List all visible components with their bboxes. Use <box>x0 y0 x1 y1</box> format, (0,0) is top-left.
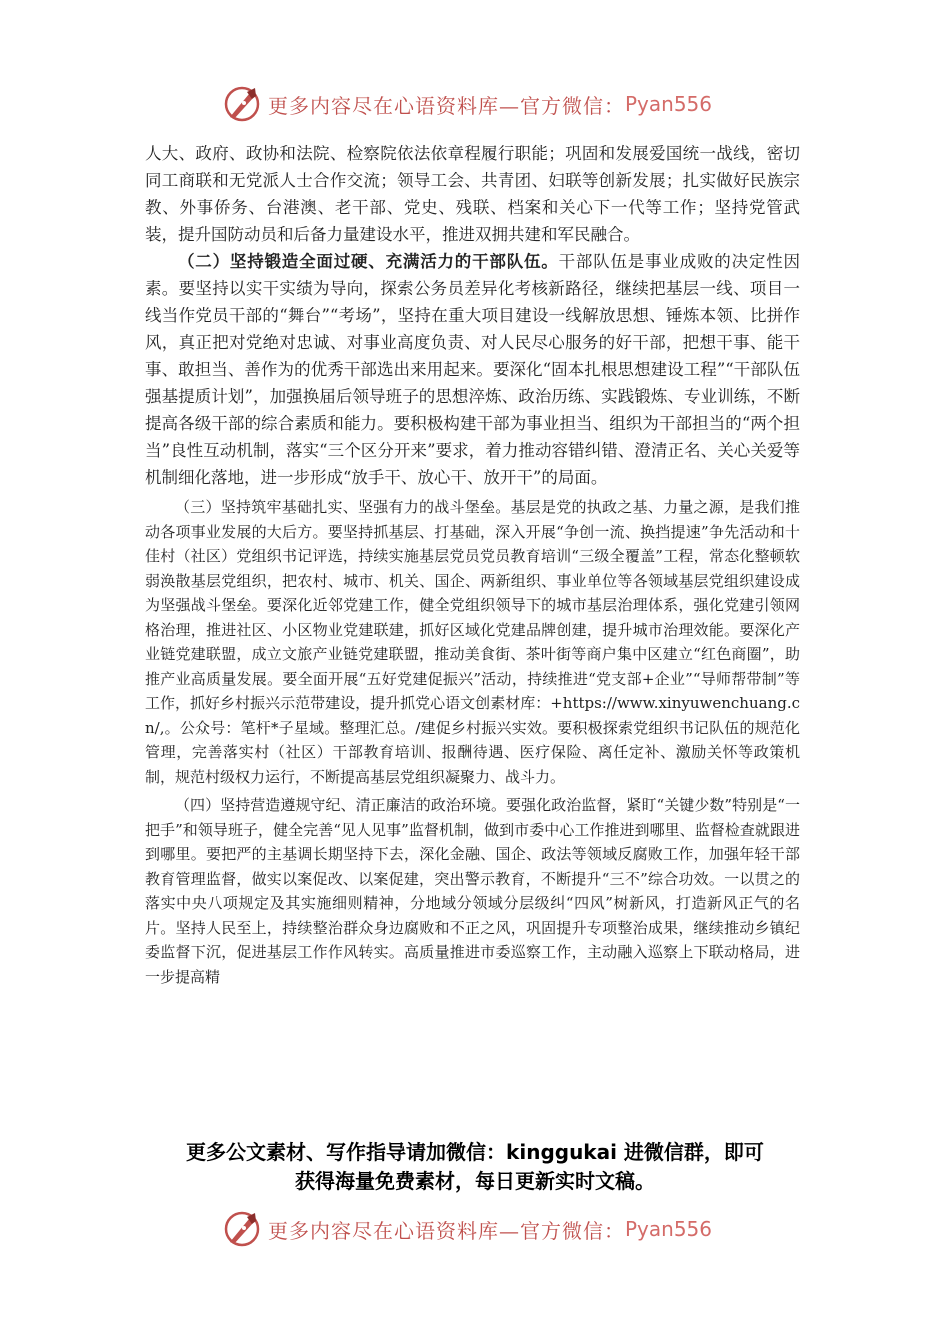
banner-wechat-id: Pyan556 <box>625 92 713 116</box>
footer-note <box>120 1138 830 1196</box>
paragraph-political-environment: （四）坚持营造遵规守纪、清正廉洁的政治环境。要强化政治监督，紧盯“关键少数”特别是“一把手”和领导班子，健全完善“见人见事”监督机制，做到市委中心工作推进到哪里、监督检查就跟进到哪里。要把严的主基调长期坚持下去，深化金融、国企、政法等领域反腐败工作，加强年轻干部教育管理监督，做实以案促改、以案促建，突出警示教育，不断提升“三不”综合功效。一以贯之的落实中央八项规定及其实施细则精神，分地域分领域分层级纠“四风”树新风，打造新风正气的名片。坚持人民至上，持续整治群众身边腐败和不正之风，巩固提升专项整治成果，继续推动乡镇纪委监督下沉，促进基层工作作风转实。高质量推进市委巡察工作，主动融入巡察上下联动格局，进一步提高精 <box>145 796 800 986</box>
pen-nib-logo-icon <box>222 84 262 124</box>
banner-wechat-id: Pyan556 <box>625 1217 713 1241</box>
paragraph-cadre-team <box>145 248 800 491</box>
paragraph-grassroots: （三）坚持筑牢基础扎实、坚强有力的战斗堡垒。基层是党的执政之基、力量之源，是我们推动各项事业发展的大后方。要坚持抓基层、打基础，深入开展“争创一流、换挡提速”争先活动和十佳村（社区）党组织书记评选，持续实施基层党员党员教育培训“三级全覆盖”工程，常态化整顿软弱涣散基层党组织，把农村、城市、机关、国企、两新组织、事业单位等各领域基层党组织建设成为坚强战斗堡垒。要深化近邻党建工作，健全党组织领导下的城市基层治理体系，强化党建引领网格治理，推进社区、小区物业党建联建，抓好区域化党建品牌创建，提升城市治理效能。要深化产业链党建联盟，成立文旅产业链党建联盟，推动美食街、茶叶街等商户集中区建立“红色商圈”，助推产业高质量发展。要全面开展“五好党建促振兴”活动，持续推进“党支部+企业”“导师帮带制”等工作，抓好乡村振兴示范带建设，提升抓党心语文创素材库：+https://www.xinyuwenchuang.cn/,。公众号：笔杆*子星域。整理汇总。/建促乡村振兴实效。要积极探索党组织书记队伍的规范化管理，完善落实村（社区）干部教育培训、报酬待遇、医疗保险、离任定补、激励关怀等政策机制，规范村级权力运行，不断提高基层党组织凝聚力、战斗力。 <box>145 498 800 786</box>
footer-note-line1: 更多公文素材、写作指导请加微信：kinggukai 进微信群，即可 <box>186 1140 764 1164</box>
paragraph-intro: 人大、政府、政协和法院、检察院依法依章程履行职能；巩固和发展爱国统一战线，密切同工商联和无党派人士合作交流；领导工会、共青团、妇联等创新发展；扎实做好民族宗教、外事侨务、台港澳、老干部、党史、残联、档案和关心下一代等工作；坚持党管武装，提升国防动员和后备力量建设水平，推进双拥共建和军民融合。 <box>145 144 800 244</box>
header-banner <box>222 82 712 126</box>
footer-note-line2: 获得海量免费素材，每日更新实时文稿。 <box>295 1169 655 1193</box>
paragraph-body: 干部队伍是事业成败的决定性因素。要坚持以实干实绩为导向，探索公务员差异化考核新路径，继续把基层一线、项目一线当作党员干部的“舞台”“考场”，坚持在重大项目建设一线解放思想、锤炼本领、比拼作风，真正把对党绝对忠诚、对事业高度负责、对人民尽心服务的好干部，把想干事、能干事、敢担当、善作为的优秀干部选出来用起来。要深化“固本扎根思想建设工程”“干部队伍强基提质计划”，加强换届后领导班子的思想淬炼、政治历练、实践锻炼、专业训练，不断提高各级干部的综合素质和能力。要积极构建干部为事业担当、组织为干部担当的“两个担当”良性互动机制，落实“三个区分开来”要求，着力推动容错纠错、澄清正名、关心关爱等机制细化落地，进一步形成“放手干、放心干、放开干”的局面。 <box>145 252 801 487</box>
pen-nib-logo-icon <box>222 1209 262 1249</box>
banner-text: 更多内容尽在心语资料库—官方微信： <box>268 93 625 118</box>
document-body <box>145 140 800 989</box>
footer-banner <box>222 1207 712 1251</box>
banner-text: 更多内容尽在心语资料库—官方微信： <box>268 1218 625 1243</box>
paragraph-heading: （二）坚持锻造全面过硬、充满活力的干部队伍。 <box>178 252 559 271</box>
